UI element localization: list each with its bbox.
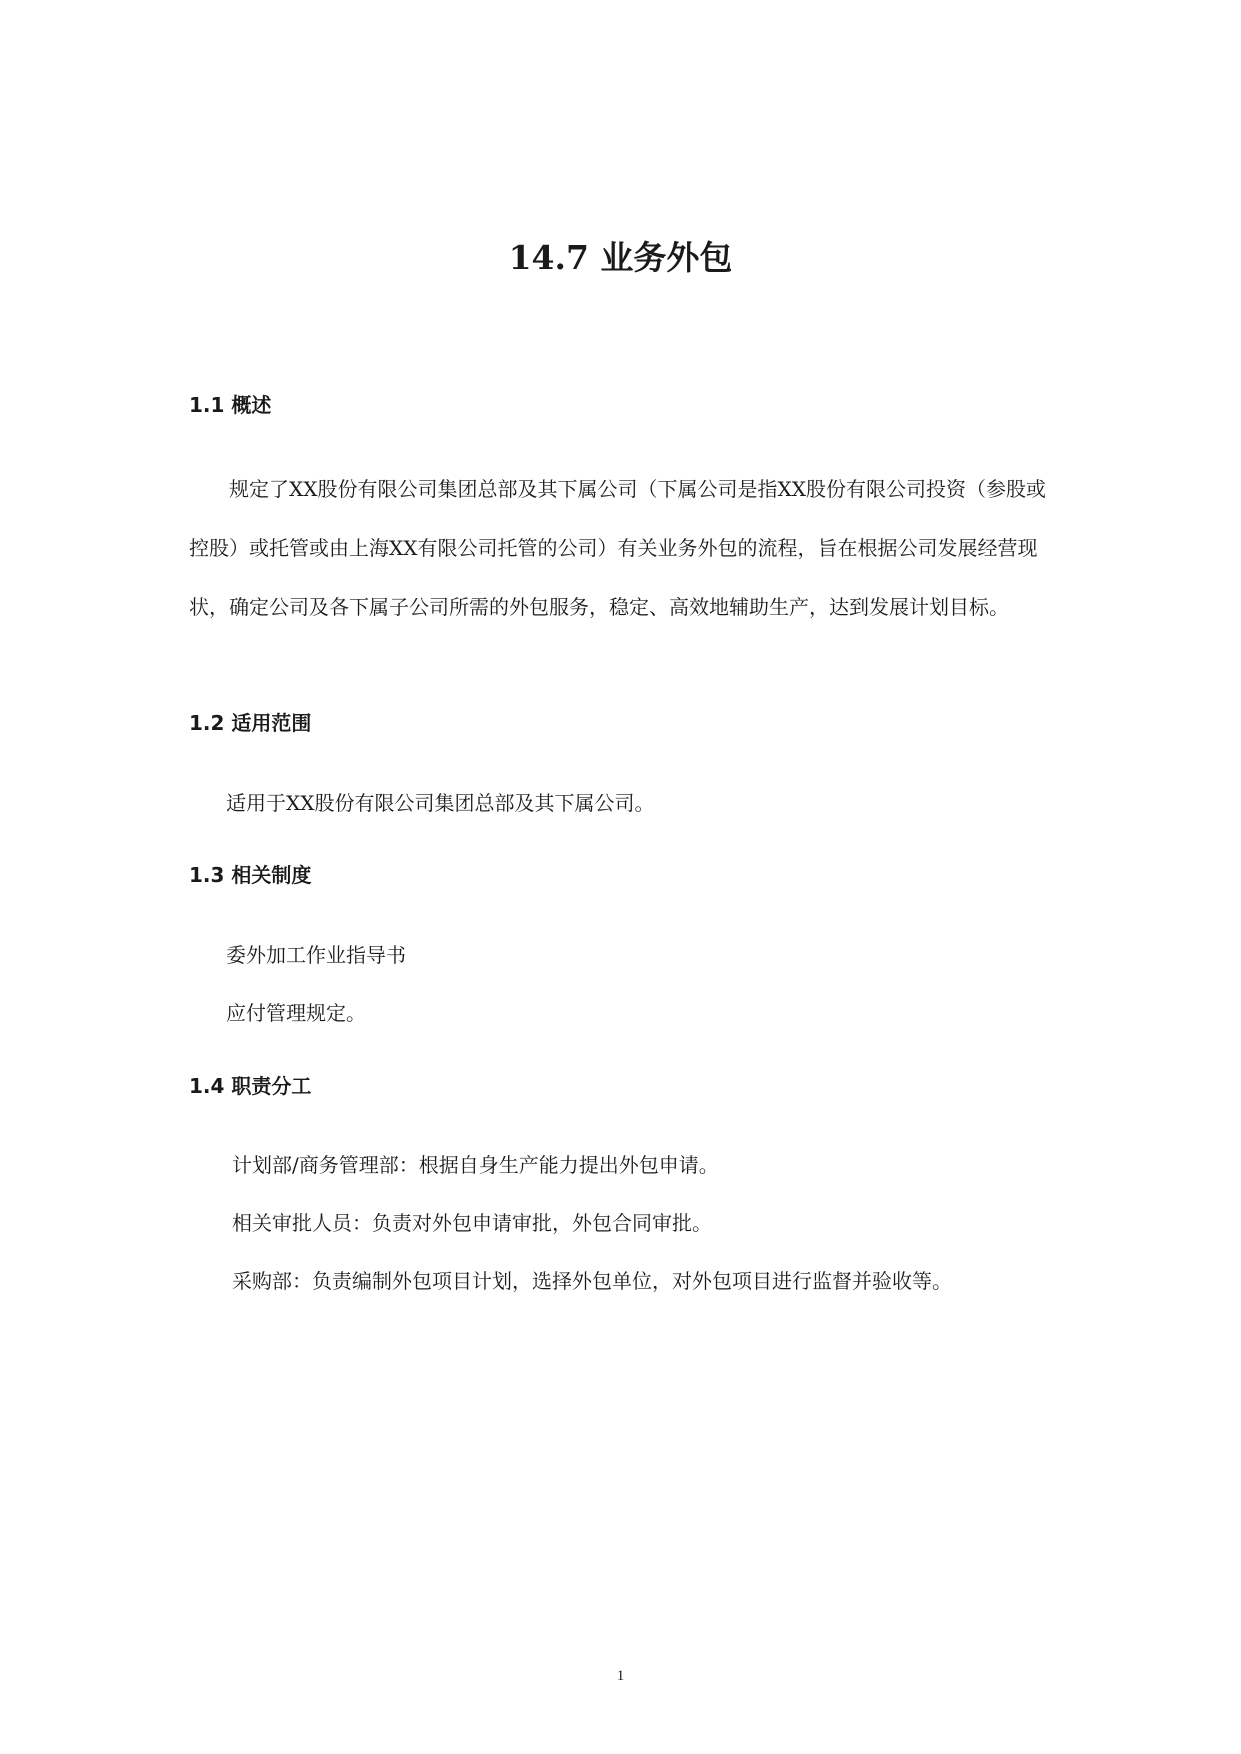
responsibility-item: 计划部/商务管理部：根据自身生产能力提出外包申请。 <box>232 1153 719 1177</box>
overview-paragraph: 规定了XX股份有限公司集团总部及其下属公司（下属公司是指XX股份有限公司投资（参股或控股）或托管或由上海XX有限公司托管的公司）有关业务外包的流程，旨在根据公司发展经营现状，确定公司及各下属子公司所需的外包服务，稳定、高效地辅助生产，达到发展计划目标。 <box>189 477 1046 619</box>
scope-line: 适用于XX股份有限公司集团总部及其下属公司。 <box>226 791 655 815</box>
page-number: 1 <box>616 1668 625 1684</box>
section-heading-responsibilities: 1.4 职责分工 <box>189 1074 312 1098</box>
document-title: 14.7 业务外包 <box>508 238 733 277</box>
related-rule-item: 委外加工作业指导书 <box>226 943 406 967</box>
section-heading-overview: 1.1 概述 <box>189 393 272 417</box>
section-heading-scope: 1.2 适用范围 <box>189 711 312 735</box>
responsibility-item: 采购部：负责编制外包项目计划，选择外包单位，对外包项目进行监督并验收等。 <box>232 1269 952 1293</box>
related-rule-item: 应付管理规定。 <box>226 1001 366 1025</box>
responsibility-item: 相关审批人员：负责对外包申请审批，外包合同审批。 <box>232 1211 712 1235</box>
section-heading-related-rules: 1.3 相关制度 <box>189 863 312 887</box>
